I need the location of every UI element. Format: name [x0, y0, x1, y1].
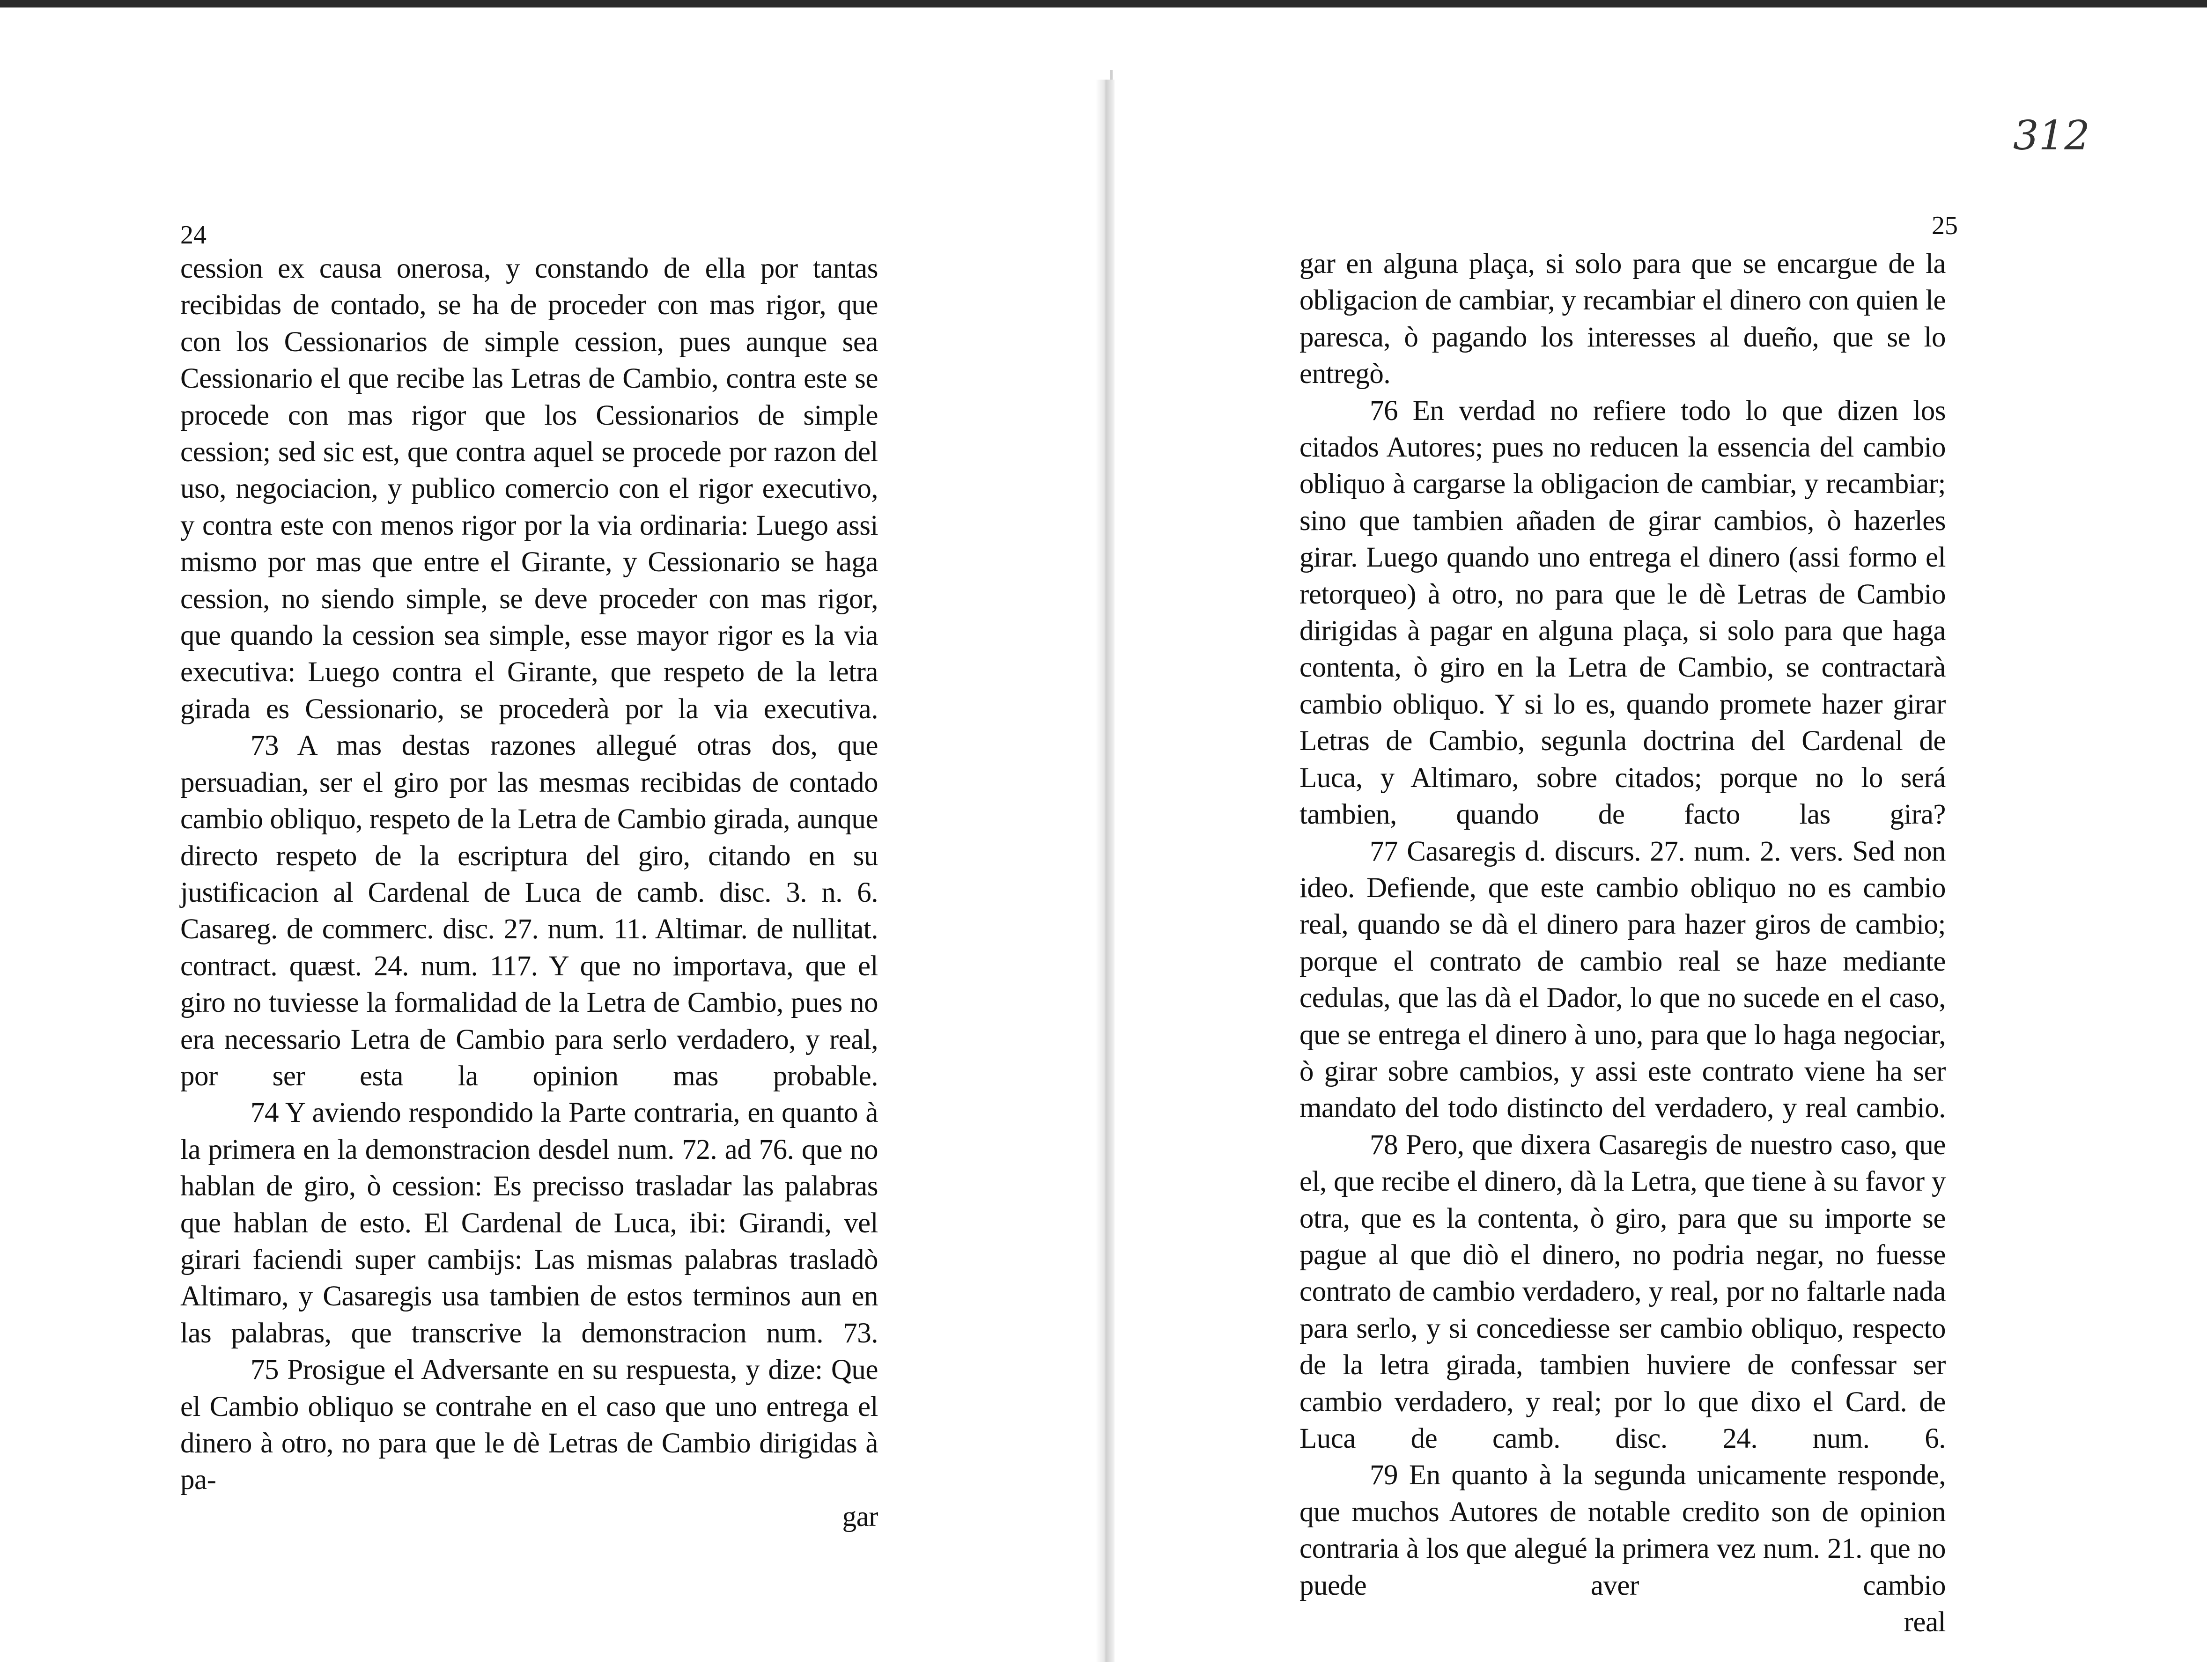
archive-number: 312 [2013, 112, 2090, 159]
left-catchword: gar [842, 1501, 878, 1533]
right-paragraph: 79 En quanto à la segunda unicamente responde, que muchos Autores de notable credito son de opinion contraria à los que alegué la primera vez num. 21. que no puede aver cambio [1299, 1459, 1946, 1601]
left-page-text [180, 251, 878, 1535]
right-paragraph: gar en alguna plaça, si solo para que se encargue de la obligacion de cambiar, y recambiar el dinero con quien le paresca, ò pagando los interesses al dueño, que se lo entregò. [1299, 248, 1946, 390]
left-paragraph: 74 Y aviendo respondido la Parte contraria, en quanto à la primera en la demonstracion desdel num. 72. ad 76. que no hablan de giro, ò cession: Es precisso trasladar las palabras que hablan de esto. El Cardenal de Luca, ibi: Girandi, vel girari faciendi super cambijs: Las mismas palabras trasladò Altimaro, y Casaregis usa tambien de estos terminos aun en las palabras, que transcrive la demonstracion num. 73. [180, 1097, 878, 1349]
scan-top-edge [0, 0, 2207, 7]
left-page-number: 24 [180, 221, 207, 250]
right-page-text [1299, 246, 1946, 1641]
book-spine [1096, 80, 1115, 1662]
right-catchword: real [1904, 1606, 1946, 1638]
right-paragraph: 78 Pero, que dixera Casaregis de nuestro caso, que el, que recibe el dinero, dà la Letra, que tiene à su favor y otra, que es la contenta, ò giro, para que su importe se pague al que diò el dinero, no podria negar, no fuesse contrato de cambio verdadero, y real, por no faltarle nada para serlo, y si concediesse ser cambio obliquo, respecto de la letra girada, tambien huviere de confessar ser cambio verdadero, y real; por lo que dixo el Card. de Luca de camb. disc. 24. num. 6. [1299, 1129, 1946, 1454]
left-paragraph: 73 A mas destas razones allegué otras dos, que persuadian, ser el giro por las mesmas recibidas de contado cambio obliquo, respeto de la Letra de Cambio girada, aunque directo respeto de la escriptura del giro, citando en su justificacion al Cardenal de Luca de camb. disc. 3. n. 6. Casareg. de commerc. disc. 27. num. 11. Altimar. de nullitat. contract. quæst. 24. num. 117. Y que no importava, que el giro no tuviesse la formalidad de la Letra de Cambio, pues no era necessario Letra de Cambio para serlo verdadero, y real, por ser esta la opinion mas probable. [180, 730, 878, 1092]
left-paragraph: cession ex causa onerosa, y constando de ella por tantas recibidas de contado, se ha de proceder con mas rigor, que con los Cessionarios de simple cession, pues aunque sea Cessionario el que recibe las Letras de Cambio, contra este se procede con mas rigor que los Cessionarios de simple cession; sed sic est, que contra aquel se procede por razon del uso, negociacion, y publico comercio con el rigor executivo, y contra este con menos rigor por la via ordinaria: Luego assi mismo por mas que entre el Girante, y Cessionario se haga cession, no siendo simple, se deve proceder con mas rigor, que quando la cession sea simple, esse mayor rigor es la via executiva: Luego contra el Girante, que respeto de la letra girada es Cessionario, se procederà por la via executiva. [180, 253, 878, 725]
left-paragraph: 75 Prosigue el Adversante en su respuesta, y dize: Que el Cambio obliquo se contrahe en el caso que uno entrega el dinero à otro, no para que le dè Letras de Cambio dirigidas à pa- [180, 1354, 878, 1496]
right-page-number: 25 [1932, 211, 1958, 240]
right-paragraph: 76 En verdad no refiere todo lo que dizen los citados Autores; pues no reducen la essencia del cambio obliquo à cargarse la obligacion de cambiar, y recambiar; sino que tambien añaden de girar cambios, ò hazerles girar. Luego quando uno entrega el dinero (assi formo el retorqueo) à otro, no para que le dè Letras de Cambio dirigidas à pagar en alguna plaça, si solo para que haga contenta, ò giro en la Letra de Cambio, se contractarà cambio obliquo. Y si lo es, quando promete hazer girar Letras de Cambio, segunla doctrina del Cardenal de Luca, y Altimaro, sobre citados; porque no lo será tambien, quando de facto las gira? [1299, 395, 1946, 831]
right-paragraph: 77 Casaregis d. discurs. 27. num. 2. vers. Sed non ideo. Defiende, que este cambio obliquo no es cambio real, quando se dà el dinero para hazer giros de cambio; porque el contrato de cambio real se haze mediante cedulas, que las dà el Dador, lo que no sucede en el caso, que se entrega el dinero à uno, para que lo haga negociar, ò girar sobre cambios, y assi este contrato viene ha ser mandato del todo distincto del verdadero, y real cambio. [1299, 835, 1946, 1124]
